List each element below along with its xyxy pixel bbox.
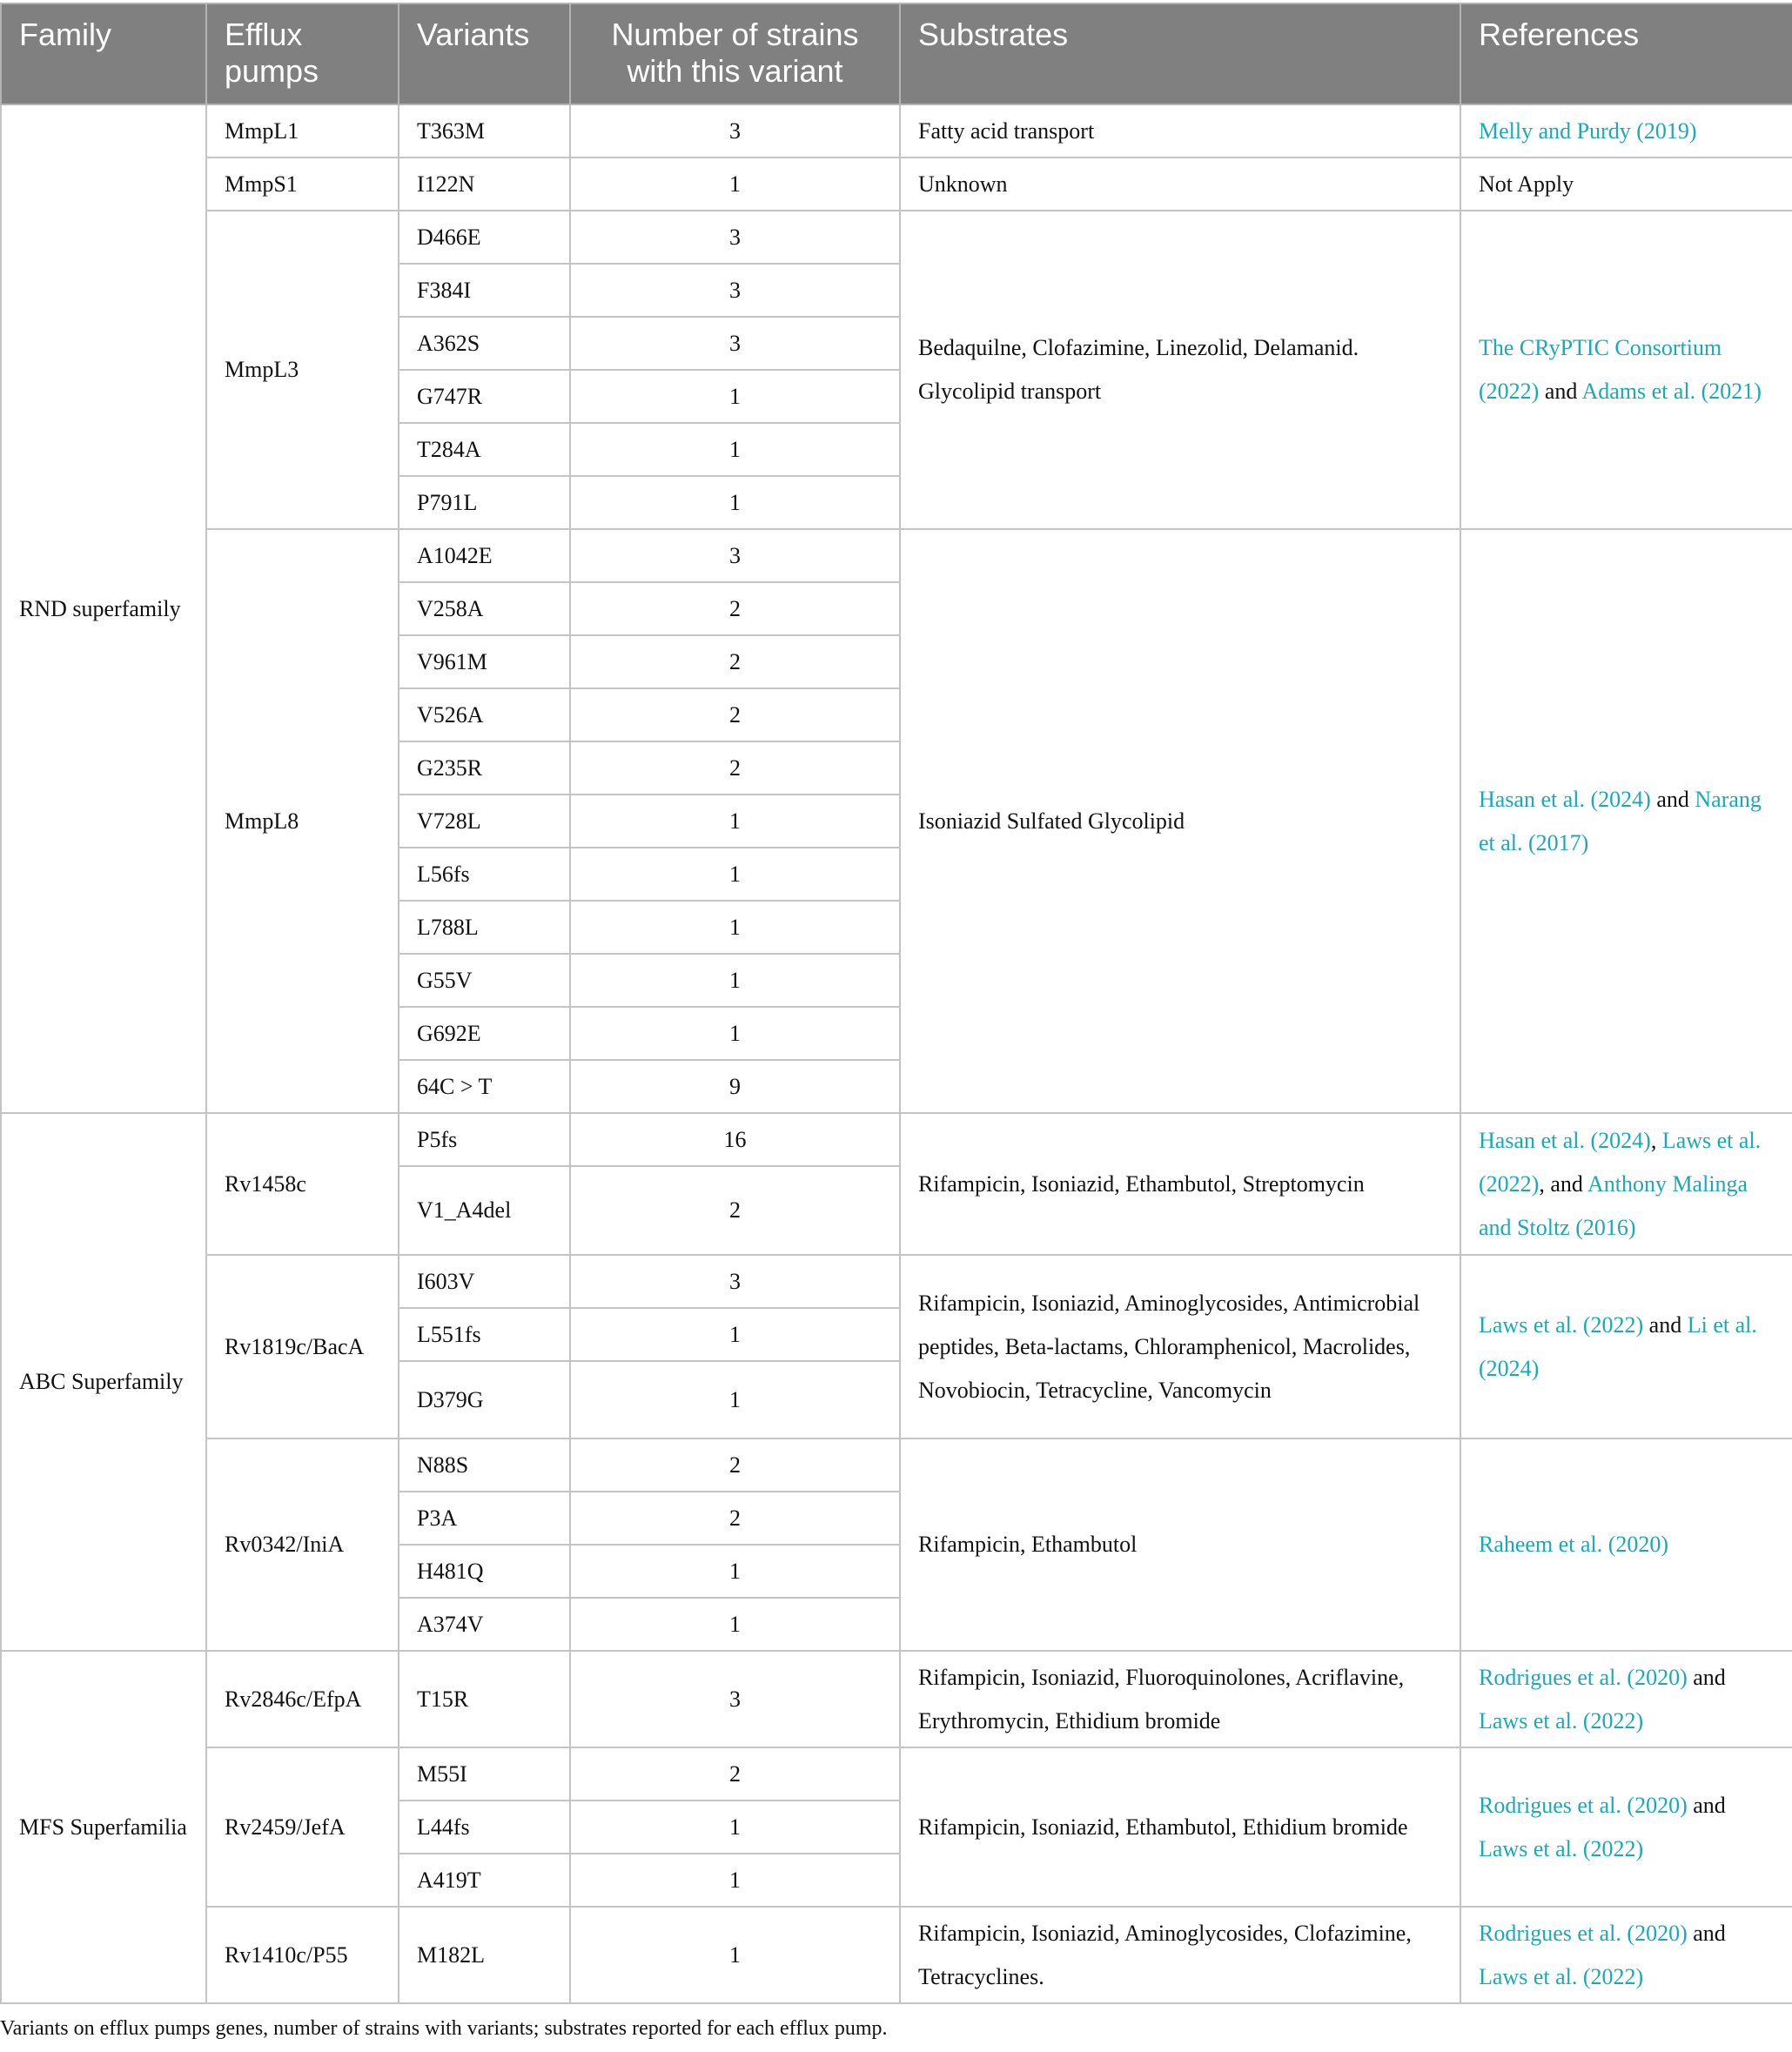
reference-link[interactable]: Laws et al. (2022) [1479, 1707, 1644, 1733]
reference-link[interactable]: Rodrigues et al. (2020) [1479, 1920, 1688, 1946]
strain-count-cell: 1 [570, 1361, 900, 1438]
variant-cell: A1042E [399, 529, 570, 582]
strain-count-cell: 1 [570, 476, 900, 529]
strain-count-cell: 2 [570, 688, 900, 741]
variant-cell: D379G [399, 1361, 570, 1438]
substrates-cell: Rifampicin, Isoniazid, Fluoroquinolones, Acriflavine, Erythromycin, Ethidium bromide [900, 1651, 1460, 1747]
reference-text: and [1539, 379, 1582, 404]
strain-count-cell: 1 [570, 423, 900, 476]
strain-count-cell: 9 [570, 1060, 900, 1113]
strain-count-cell: 2 [570, 741, 900, 795]
variant-cell: I122N [399, 158, 570, 211]
references-cell [1460, 529, 1792, 1113]
variant-cell: P5fs [399, 1113, 570, 1166]
reference-link[interactable]: Laws et al. (2022) [1479, 1963, 1644, 1989]
header-efflux-pumps: Efflux pumps [206, 3, 399, 104]
table-row [1, 1255, 1792, 1308]
table-row [1, 104, 1792, 158]
reference-link[interactable]: Melly and Purdy (2019) [1479, 117, 1697, 144]
table-row [1, 1651, 1792, 1747]
substrates-cell: Isoniazid Sulfated Glycolipid [900, 529, 1460, 1113]
reference-link[interactable]: Laws et al. (2022) [1479, 1127, 1767, 1197]
strain-count-cell: 1 [570, 795, 900, 848]
strain-count-cell: 3 [570, 264, 900, 317]
table-row [1, 1907, 1792, 2003]
strain-count-cell: 1 [570, 1801, 900, 1854]
reference-link[interactable]: Raheem et al. (2020) [1479, 1532, 1669, 1557]
header-substrates: Substrates [900, 3, 1460, 104]
references-cell [1460, 211, 1792, 529]
substrates-cell: Rifampicin, Isoniazid, Aminoglycosides, Antimicrobial peptides, Beta-lactams, Chloramphenicol, Macrolides, Novobiocin, Tetracycline, Vancomycin [900, 1255, 1460, 1438]
reference-link[interactable]: Hasan et al. (2024) [1479, 786, 1651, 812]
table-row [1, 1747, 1792, 1801]
substrates-cell: Bedaquilne, Clofazimine, Linezolid, Delamanid. Glycolipid transport [900, 211, 1460, 529]
strain-count-cell: 3 [570, 1255, 900, 1308]
reference-link[interactable]: The CRyPTIC Consortium (2022) [1479, 335, 1728, 404]
pump-cell: Rv2459/JefA [206, 1747, 399, 1907]
reference-text: and [1687, 1792, 1732, 1818]
pump-cell: MmpL1 [206, 104, 399, 158]
table-row [1, 1438, 1792, 1492]
strain-count-cell: 1 [570, 1598, 900, 1651]
variant-cell: A419T [399, 1854, 570, 1907]
strain-count-cell: 1 [570, 1308, 900, 1361]
strain-count-cell: 3 [570, 104, 900, 158]
substrates-cell: Rifampicin, Isoniazid, Ethambutol, Streptomycin [900, 1113, 1460, 1255]
table-row [1, 211, 1792, 264]
variant-cell: T363M [399, 104, 570, 158]
reference-link[interactable]: Hasan et al. (2024) [1479, 1127, 1651, 1153]
table-caption: Variants on efflux pumps genes, number of strains with variants; substrates reported for each efflux pump. [0, 2017, 888, 2040]
pump-cell: Rv1458c [206, 1113, 399, 1255]
variant-cell: V728L [399, 795, 570, 848]
pump-cell: MmpL8 [206, 529, 399, 1113]
strain-count-cell: 3 [570, 317, 900, 370]
variant-cell: G235R [399, 741, 570, 795]
pump-cell: Rv1410c/P55 [206, 1907, 399, 2003]
reference-text: , [1650, 1127, 1662, 1153]
strain-count-cell: 1 [570, 1007, 900, 1060]
pump-cell: MmpL3 [206, 211, 399, 529]
variant-cell: G55V [399, 954, 570, 1007]
strain-count-cell: 2 [570, 582, 900, 635]
variant-cell: D466E [399, 211, 570, 264]
strain-count-cell: 3 [570, 1651, 900, 1747]
references-cell [1460, 1651, 1792, 1747]
variant-cell: T15R [399, 1651, 570, 1747]
variant-cell: G692E [399, 1007, 570, 1060]
strain-count-cell: 1 [570, 158, 900, 211]
references-cell [1460, 1907, 1792, 2003]
variant-cell: L56fs [399, 848, 570, 901]
references-cell [1460, 1255, 1792, 1438]
variant-cell: I603V [399, 1255, 570, 1308]
reference-text: and [1650, 786, 1695, 812]
variant-cell: V1_A4del [399, 1166, 570, 1255]
strain-count-cell: 1 [570, 1907, 900, 2003]
substrates-cell: Rifampicin, Isoniazid, Ethambutol, Ethidium bromide [900, 1747, 1460, 1907]
strain-count-cell: 16 [570, 1113, 900, 1166]
strain-count-cell: 1 [570, 1545, 900, 1598]
substrates-cell: Rifampicin, Ethambutol [900, 1438, 1460, 1651]
substrates-cell: Rifampicin, Isoniazid, Aminoglycosides, Clofazimine, Tetracyclines. [900, 1907, 1460, 2003]
header-variants: Variants [399, 3, 570, 104]
variant-cell: A374V [399, 1598, 570, 1651]
reference-link[interactable]: Li et al. (2024) [1479, 1311, 1763, 1381]
references-cell [1460, 1747, 1792, 1907]
variant-cell: P3A [399, 1492, 570, 1545]
reference-link[interactable]: Narang et al. (2017) [1479, 786, 1768, 855]
variant-cell: V961M [399, 635, 570, 688]
reference-text: and [1643, 1311, 1688, 1338]
strain-count-cell: 2 [570, 1747, 900, 1801]
variant-cell: V258A [399, 582, 570, 635]
table-body [1, 104, 1792, 2003]
variant-cell: M55I [399, 1747, 570, 1801]
strain-count-cell: 2 [570, 635, 900, 688]
variant-cell: L551fs [399, 1308, 570, 1361]
header-strain-count: Number of strains with this variant [570, 3, 900, 104]
strain-count-cell: 1 [570, 954, 900, 1007]
variant-cell: P791L [399, 476, 570, 529]
reference-text: , and [1539, 1170, 1587, 1197]
strain-count-cell: 1 [570, 370, 900, 423]
header-row [1, 3, 1792, 104]
variant-cell: 64C > T [399, 1060, 570, 1113]
strain-count-cell: 2 [570, 1492, 900, 1545]
reference-link[interactable]: Anthony Malinga and Stoltz (2016) [1479, 1170, 1754, 1240]
strain-count-cell: 2 [570, 1166, 900, 1255]
substrates-cell: Unknown [900, 158, 1460, 211]
reference-link[interactable]: Laws et al. (2022) [1479, 1835, 1644, 1861]
variant-cell: N88S [399, 1438, 570, 1492]
header-family: Family [1, 3, 206, 104]
reference-text: and [1687, 1664, 1732, 1690]
references-cell [1460, 1438, 1792, 1651]
family-cell: RND superfamily [1, 104, 206, 1113]
variant-cell: M182L [399, 1907, 570, 2003]
reference-link[interactable]: Rodrigues et al. (2020) [1479, 1664, 1688, 1690]
variant-cell: T284A [399, 423, 570, 476]
strain-count-cell: 1 [570, 848, 900, 901]
references-cell [1460, 1113, 1792, 1255]
references-cell [1460, 104, 1792, 158]
header-references: References [1460, 3, 1792, 104]
strain-count-cell: 2 [570, 1438, 900, 1492]
efflux-pump-variants-table [0, 3, 1792, 2004]
substrates-cell: Fatty acid transport [900, 104, 1460, 158]
references-cell [1460, 158, 1792, 211]
table-row [1, 529, 1792, 582]
strain-count-cell: 3 [570, 529, 900, 582]
variant-cell: A362S [399, 317, 570, 370]
variant-cell: L788L [399, 901, 570, 954]
variant-cell: F384I [399, 264, 570, 317]
pump-cell: MmpS1 [206, 158, 399, 211]
variant-cell: L44fs [399, 1801, 570, 1854]
strain-count-cell: 1 [570, 1854, 900, 1907]
reference-text: and [1687, 1920, 1732, 1946]
reference-link[interactable]: Rodrigues et al. (2020) [1479, 1792, 1688, 1818]
strain-count-cell: 1 [570, 901, 900, 954]
variant-cell: G747R [399, 370, 570, 423]
reference-text: Not Apply [1479, 171, 1574, 197]
reference-link[interactable]: Adams et al. (2021) [1581, 379, 1762, 404]
variant-cell: H481Q [399, 1545, 570, 1598]
family-cell: MFS Superfamilia [1, 1651, 206, 2003]
variant-cell: V526A [399, 688, 570, 741]
pump-cell: Rv0342/IniA [206, 1438, 399, 1651]
table-row [1, 158, 1792, 211]
pump-cell: Rv1819c/BacA [206, 1255, 399, 1438]
table-row [1, 1113, 1792, 1166]
reference-link[interactable]: Laws et al. (2022) [1479, 1311, 1644, 1338]
strain-count-cell: 3 [570, 211, 900, 264]
pump-cell: Rv2846c/EfpA [206, 1651, 399, 1747]
family-cell: ABC Superfamily [1, 1113, 206, 1651]
